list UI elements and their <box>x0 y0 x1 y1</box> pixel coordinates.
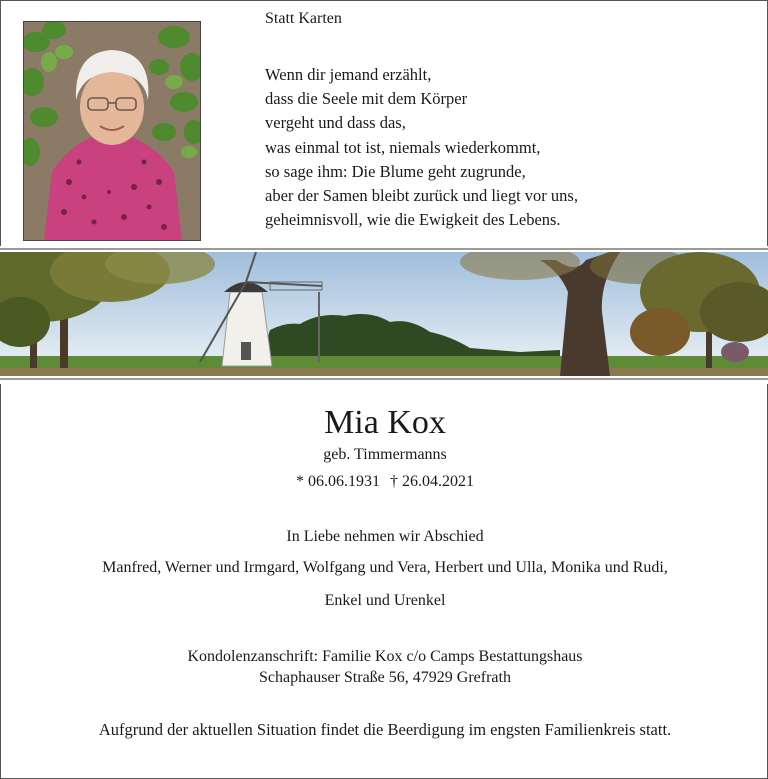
bottom-section <box>0 384 768 779</box>
poem-line: geheimnisvoll, wie die Ewigkeit des Lebens. <box>265 210 561 230</box>
poem-line: aber der Samen bleibt zurück und liegt vor uns, <box>265 186 578 206</box>
grandchildren-line: Enkel und Urenkel <box>324 592 446 609</box>
top-section <box>0 0 768 246</box>
death-date: † 26.04.2021 <box>390 473 474 490</box>
family-names: Manfred, Werner und Irmgard, Wolfgang und Vera, Herbert und Ulla, Monika und Rudi, <box>102 559 668 576</box>
divider-top <box>0 248 768 250</box>
poem-line: vergeht und dass das, <box>265 113 406 133</box>
divider-bottom <box>0 378 768 380</box>
condolence-address-line-2: Schaphauser Straße 56, 47929 Grefrath <box>259 669 511 686</box>
header-statt-karten: Statt Karten <box>265 10 342 27</box>
poem <box>265 63 578 232</box>
deceased-name: Mia Kox <box>324 404 446 441</box>
life-dates <box>1 473 768 491</box>
condolence-address-line-1: Kondolenzanschrift: Familie Kox c/o Camps Bestattungshaus <box>187 648 583 665</box>
portrait-photo <box>23 21 201 241</box>
poem-line: so sage ihm: Die Blume geht zugrunde, <box>265 161 526 181</box>
maiden-name: geb. Timmermanns <box>323 446 447 463</box>
poem-line: was einmal tot ist, niemals wiederkommt, <box>265 137 541 157</box>
farewell-line: In Liebe nehmen wir Abschied <box>286 528 484 545</box>
landscape-banner <box>0 252 768 376</box>
poem-line: Wenn dir jemand erzählt, <box>265 65 432 84</box>
birth-date: * 06.06.1931 <box>296 473 380 490</box>
funeral-notice: Aufgrund der aktuellen Situation findet die Beerdigung im engsten Familienkreis statt. <box>98 720 672 739</box>
poem-line: dass die Seele mit dem Körper <box>265 89 468 109</box>
